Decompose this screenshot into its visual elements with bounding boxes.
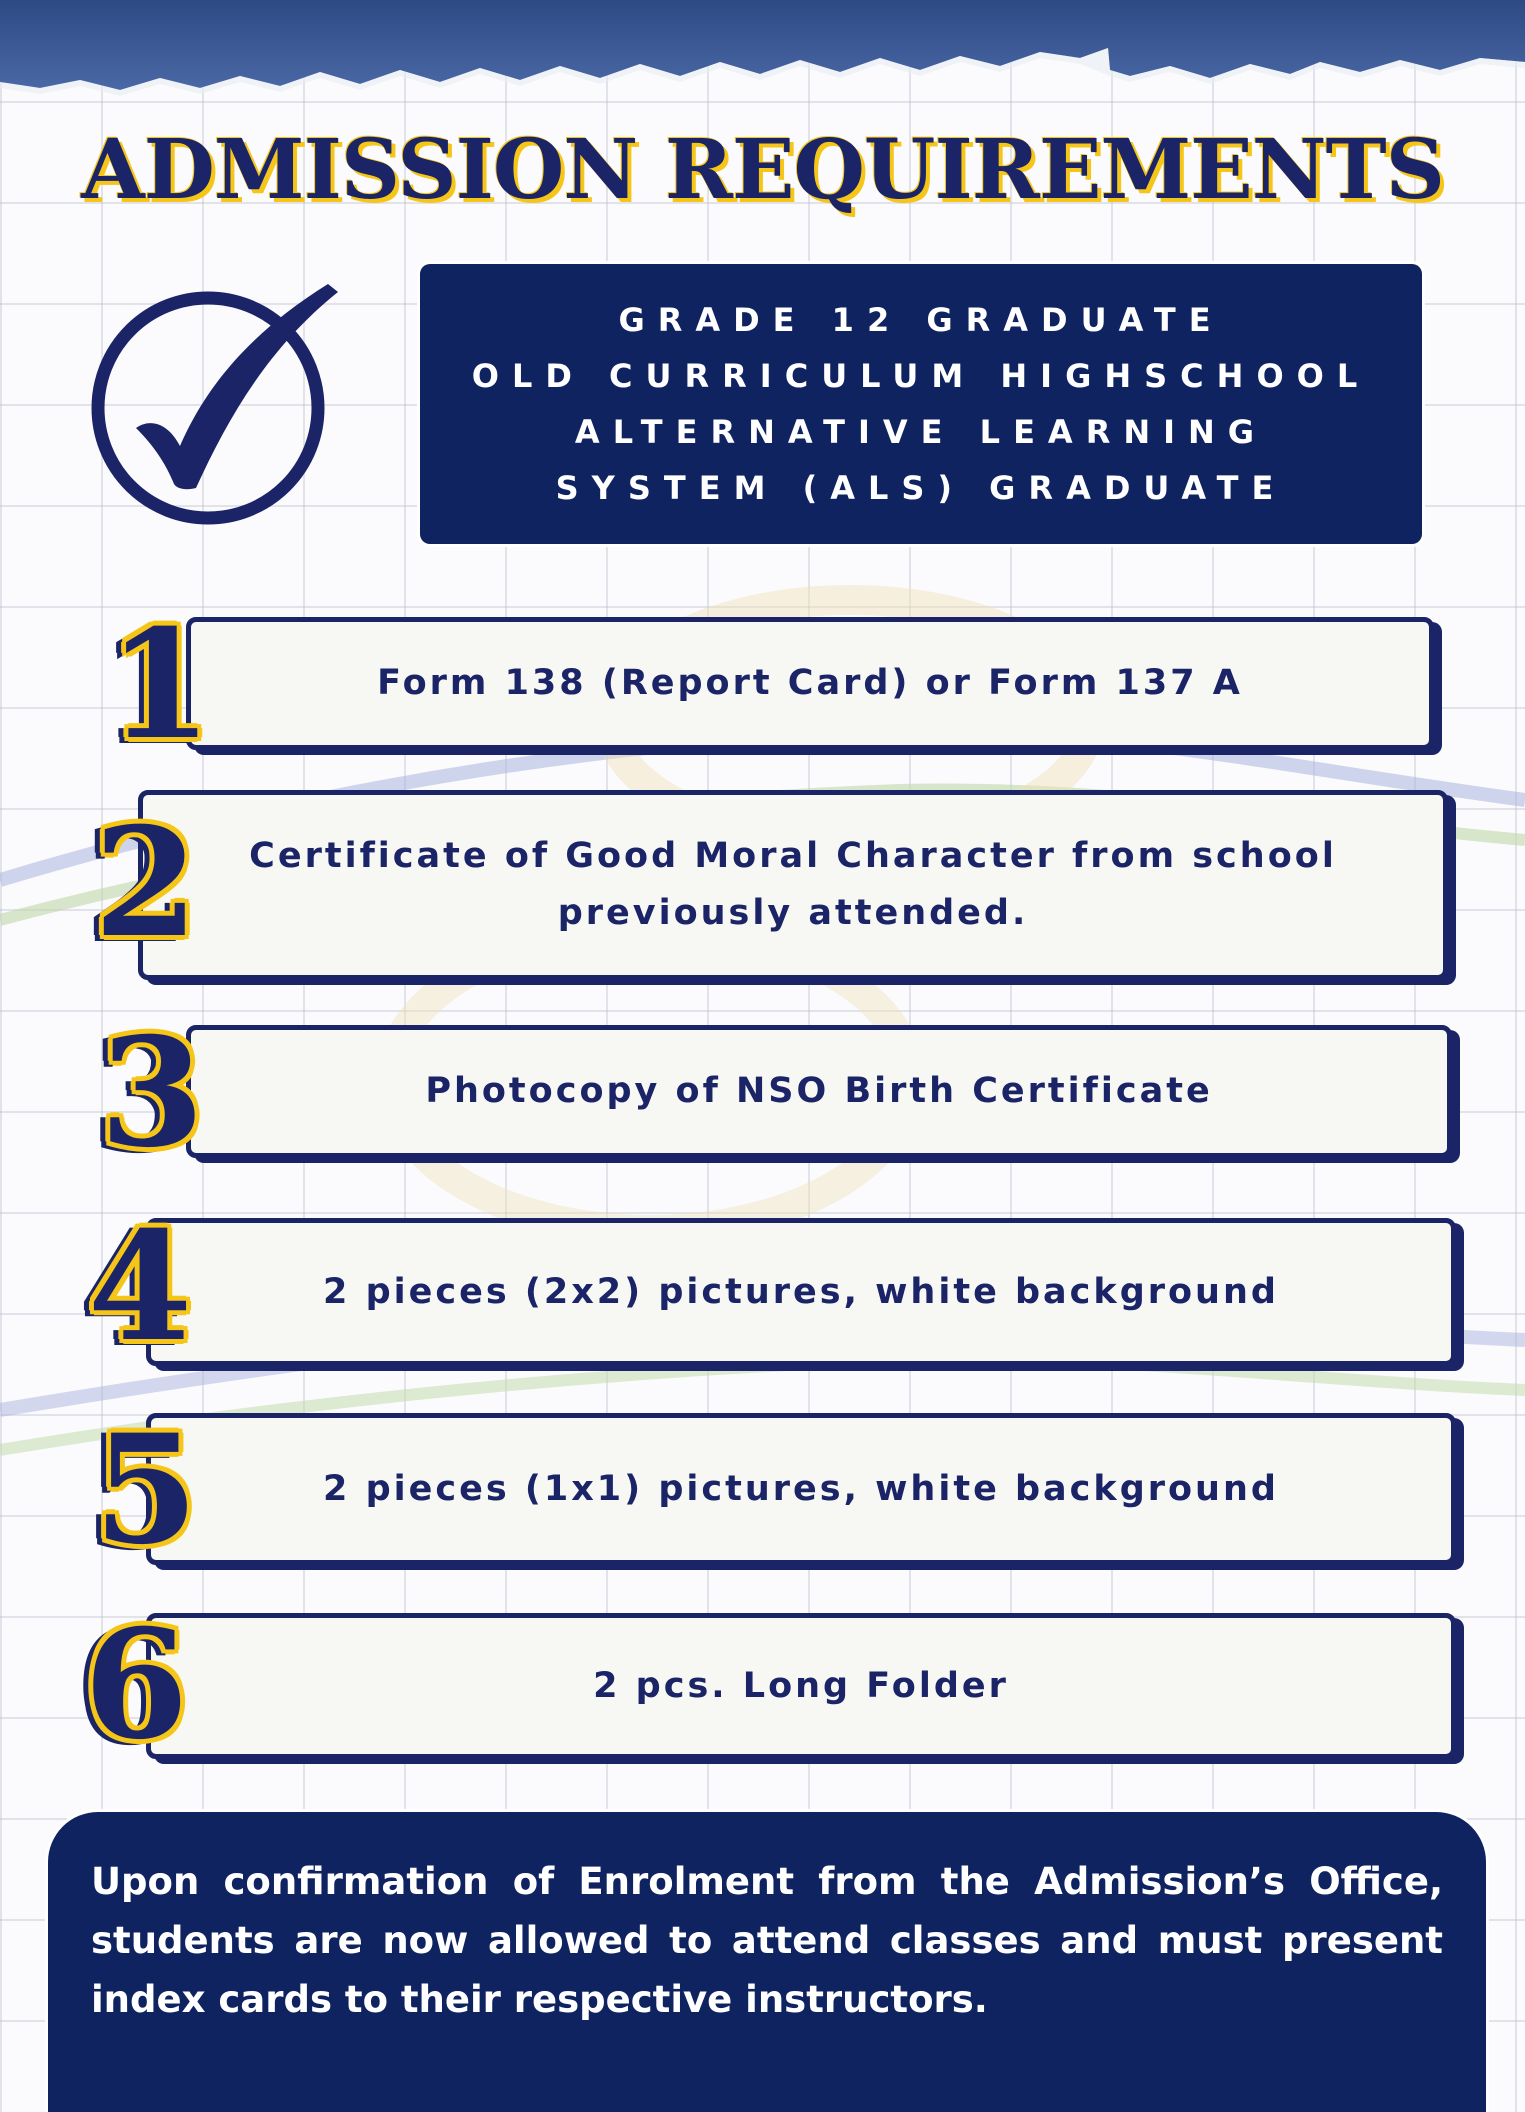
requirement-text: 2 pcs. Long Folder	[593, 1665, 1009, 1706]
notice-text: Upon confirmation of Enrolment from the Admission’s Office, students are now allowed to attend classes and must present index cards to their respective instructors.	[91, 1860, 1443, 2021]
page-title: ADMISSION REQUIREMENTS	[81, 122, 1444, 218]
requirement-card	[186, 617, 1434, 750]
eligibility-line: ALTERNATIVE LEARNING	[574, 413, 1268, 451]
eligibility-line: SYSTEM (ALS) GRADUATE	[555, 469, 1287, 507]
requirement-text: Photocopy of NSO Birth Certificate	[425, 1071, 1213, 1111]
requirement-number: 2	[93, 795, 199, 971]
notice-panel	[48, 1812, 1486, 2112]
checkmark-icon	[88, 278, 348, 528]
eligibility-line: OLD CURRICULUM HIGHSCHOOL	[471, 357, 1371, 395]
requirement-card	[138, 790, 1448, 980]
eligibility-line: GRADE 12 GRADUATE	[618, 301, 1224, 339]
requirement-number: 1	[107, 597, 213, 773]
requirement-text: Certificate of Good Moral Character from school previously attended.	[249, 836, 1337, 933]
eligibility-box	[420, 264, 1422, 544]
requirement-text: 2 pieces (1x1) pictures, white background	[323, 1468, 1279, 1509]
requirement-card	[146, 1613, 1456, 1759]
requirement-card	[146, 1218, 1456, 1366]
requirement-card	[146, 1413, 1456, 1565]
requirement-text: 2 pieces (2x2) pictures, white background	[323, 1271, 1279, 1312]
requirement-number: 4	[87, 1199, 193, 1375]
requirement-number: 5	[93, 1402, 199, 1578]
requirement-card	[186, 1025, 1452, 1158]
requirement-number: 3	[99, 1005, 205, 1181]
requirement-number: 6	[83, 1597, 189, 1773]
requirement-text: Form 138 (Report Card) or Form 137 A	[377, 663, 1243, 703]
torn-paper-header	[0, 0, 1525, 110]
